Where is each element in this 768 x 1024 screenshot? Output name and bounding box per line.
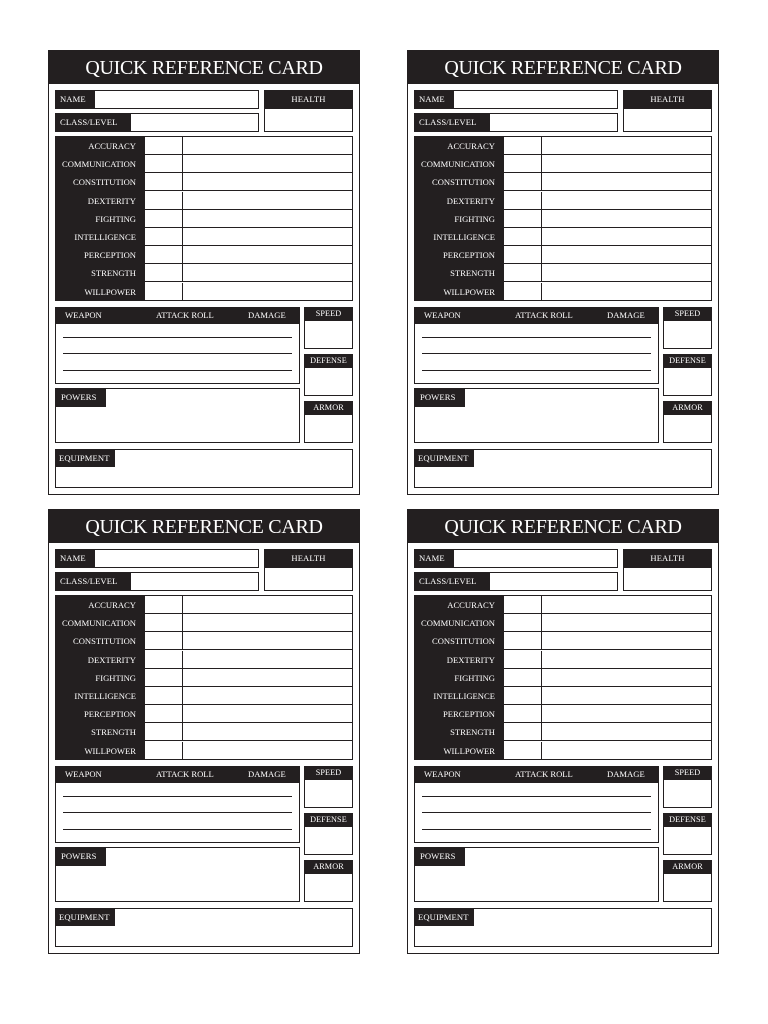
weapons-table [55, 307, 300, 384]
ability-focus-field[interactable] [542, 137, 711, 155]
equipment-label: EQUIPMENT [55, 449, 115, 467]
ability-name: PERCEPTION [83, 709, 136, 720]
ability-name: FIGHTING [95, 213, 136, 224]
ability-name: FIGHTING [95, 672, 136, 683]
ability-row [415, 246, 711, 264]
ability-name: ACCURACY [88, 141, 136, 151]
attack-roll-column-label: ATTACK ROLL [515, 310, 573, 320]
ability-score-field[interactable] [504, 283, 542, 301]
abilities-table [55, 595, 353, 760]
abilities-table [414, 136, 712, 301]
ability-score-field[interactable] [145, 283, 183, 301]
ability-name: FIGHTING [454, 672, 495, 683]
quick-reference-card [48, 50, 360, 495]
ability-score-field[interactable] [504, 264, 542, 282]
ability-row [415, 596, 711, 614]
ability-focus-field[interactable] [542, 705, 711, 723]
ability-focus-field[interactable] [542, 246, 711, 264]
quick-reference-card [407, 50, 719, 495]
ability-row [415, 192, 711, 210]
ability-name: WILLPOWER [84, 745, 136, 756]
ability-row [56, 614, 352, 632]
ability-name: CONSTITUTION [72, 177, 136, 188]
ability-score-field[interactable] [145, 228, 183, 246]
ability-focus-field[interactable] [542, 155, 711, 173]
ability-score-field[interactable] [145, 669, 183, 687]
ability-score-field[interactable] [145, 173, 183, 191]
ability-name: WILLPOWER [84, 286, 136, 297]
ability-focus-field[interactable] [542, 742, 711, 760]
armor-label: ARMOR [663, 860, 712, 874]
ability-name: PERCEPTION [442, 709, 495, 720]
ability-focus-field[interactable] [183, 173, 352, 191]
weapon-entry-line[interactable] [63, 796, 292, 797]
ability-focus-field[interactable] [542, 723, 711, 741]
ability-focus-field[interactable] [542, 669, 711, 687]
ability-score-field[interactable] [145, 632, 183, 650]
ability-name: COMMUNICATION [420, 159, 495, 170]
ability-focus-field[interactable] [542, 632, 711, 650]
ability-focus-field[interactable] [542, 228, 711, 246]
ability-name: INTELLIGENCE [74, 232, 136, 242]
ability-score-field[interactable] [504, 669, 542, 687]
ability-score-field[interactable] [145, 264, 183, 282]
ability-name: STRENGTH [450, 727, 495, 738]
ability-score-field[interactable] [504, 705, 542, 723]
ability-score-field[interactable] [504, 210, 542, 228]
ability-name: WILLPOWER [443, 286, 495, 297]
ability-focus-field[interactable] [542, 210, 711, 228]
ability-name: INTELLIGENCE [433, 232, 495, 242]
ability-row [415, 137, 711, 155]
ability-row [56, 705, 352, 723]
equipment-label: EQUIPMENT [414, 908, 474, 926]
ability-focus-field[interactable] [183, 687, 352, 705]
attack-roll-column-label: ATTACK ROLL [156, 769, 214, 779]
speed-label: SPEED [663, 766, 712, 780]
ability-name: FIGHTING [454, 213, 495, 224]
ability-focus-field[interactable] [542, 596, 711, 614]
ability-row [56, 210, 352, 228]
damage-column-label: DAMAGE [607, 769, 645, 779]
ability-row [415, 283, 711, 301]
ability-row [415, 723, 711, 741]
ability-score-field[interactable] [504, 632, 542, 650]
ability-name: STRENGTH [91, 268, 136, 279]
ability-score-field[interactable] [145, 137, 183, 155]
ability-score-field[interactable] [504, 155, 542, 173]
defense-label: DEFENSE [304, 354, 353, 368]
powers-label: POWERS [55, 847, 106, 866]
ability-row [415, 155, 711, 173]
ability-score-field[interactable] [504, 246, 542, 264]
ability-name: COMMUNICATION [61, 159, 136, 170]
ability-name: COMMUNICATION [61, 618, 136, 629]
ability-row [415, 614, 711, 632]
ability-score-field[interactable] [504, 596, 542, 614]
ability-focus-field[interactable] [183, 596, 352, 614]
ability-focus-field[interactable] [183, 246, 352, 264]
ability-focus-field[interactable] [542, 283, 711, 301]
ability-focus-field[interactable] [183, 155, 352, 173]
health-label: HEALTH [623, 549, 712, 568]
ability-focus-field[interactable] [183, 742, 352, 760]
ability-focus-field[interactable] [183, 283, 352, 301]
ability-name: PERCEPTION [442, 250, 495, 261]
ability-row [56, 228, 352, 246]
class-level-label: CLASS/LEVEL [55, 572, 131, 591]
ability-score-field[interactable] [145, 210, 183, 228]
ability-row [56, 137, 352, 155]
name-label: NAME [414, 549, 454, 568]
attack-roll-column-label: ATTACK ROLL [156, 310, 214, 320]
powers-label: POWERS [414, 388, 465, 407]
weapons-table [414, 307, 659, 384]
ability-score-field[interactable] [145, 705, 183, 723]
ability-name: INTELLIGENCE [433, 691, 495, 701]
armor-label: ARMOR [663, 401, 712, 415]
ability-row [56, 173, 352, 191]
ability-score-field[interactable] [504, 173, 542, 191]
ability-score-field[interactable] [145, 651, 183, 669]
defense-label: DEFENSE [663, 813, 712, 827]
ability-name: ACCURACY [447, 600, 495, 610]
ability-name: DEXTERITY [446, 195, 495, 206]
ability-score-field[interactable] [145, 192, 183, 210]
quick-reference-card [48, 509, 360, 954]
name-label: NAME [55, 549, 95, 568]
speed-label: SPEED [304, 766, 353, 780]
class-level-label: CLASS/LEVEL [55, 113, 131, 132]
ability-row [56, 742, 352, 760]
weapon-entry-line[interactable] [422, 353, 651, 354]
equipment-label: EQUIPMENT [414, 449, 474, 467]
ability-name: CONSTITUTION [431, 636, 495, 647]
weapon-column-label: WEAPON [65, 310, 102, 320]
weapon-entry-line[interactable] [63, 353, 292, 354]
weapon-entry-line[interactable] [422, 812, 651, 813]
ability-name: CONSTITUTION [72, 636, 136, 647]
weapon-entry-line[interactable] [422, 796, 651, 797]
ability-focus-field[interactable] [183, 210, 352, 228]
damage-column-label: DAMAGE [248, 310, 286, 320]
ability-focus-field[interactable] [183, 192, 352, 210]
card-title: QUICK REFERENCE CARD [49, 510, 359, 543]
ability-row [56, 669, 352, 687]
ability-score-field[interactable] [145, 742, 183, 760]
ability-row [415, 651, 711, 669]
ability-name: ACCURACY [447, 141, 495, 151]
weapons-header [56, 308, 299, 324]
ability-focus-field[interactable] [542, 651, 711, 669]
ability-row [415, 632, 711, 650]
ability-focus-field[interactable] [183, 632, 352, 650]
ability-score-field[interactable] [145, 687, 183, 705]
ability-row [56, 283, 352, 301]
ability-score-field[interactable] [504, 228, 542, 246]
ability-row [56, 246, 352, 264]
ability-row [56, 651, 352, 669]
ability-row [415, 742, 711, 760]
weapon-column-label: WEAPON [65, 769, 102, 779]
ability-name: WILLPOWER [443, 745, 495, 756]
powers-label: POWERS [55, 388, 106, 407]
weapons-header [415, 308, 658, 324]
ability-score-field[interactable] [504, 614, 542, 632]
ability-score-field[interactable] [504, 651, 542, 669]
ability-row [56, 723, 352, 741]
health-label: HEALTH [264, 549, 353, 568]
ability-row [415, 210, 711, 228]
weapon-entry-line[interactable] [63, 337, 292, 338]
abilities-table [414, 595, 712, 760]
ability-name: CONSTITUTION [431, 177, 495, 188]
equipment-label: EQUIPMENT [55, 908, 115, 926]
ability-row [56, 264, 352, 282]
health-label: HEALTH [623, 90, 712, 109]
ability-row [56, 192, 352, 210]
class-level-label: CLASS/LEVEL [414, 572, 490, 591]
ability-score-field[interactable] [145, 723, 183, 741]
weapon-entry-line[interactable] [63, 812, 292, 813]
card-title: QUICK REFERENCE CARD [49, 51, 359, 84]
ability-name: INTELLIGENCE [74, 691, 136, 701]
ability-score-field[interactable] [145, 596, 183, 614]
defense-label: DEFENSE [304, 813, 353, 827]
card-title: QUICK REFERENCE CARD [408, 51, 718, 84]
ability-name: COMMUNICATION [420, 618, 495, 629]
ability-focus-field[interactable] [542, 687, 711, 705]
ability-name: ACCURACY [88, 600, 136, 610]
ability-focus-field[interactable] [542, 192, 711, 210]
ability-name: DEXTERITY [446, 654, 495, 665]
damage-column-label: DAMAGE [607, 310, 645, 320]
ability-score-field[interactable] [504, 742, 542, 760]
powers-label: POWERS [414, 847, 465, 866]
ability-focus-field[interactable] [542, 264, 711, 282]
weapon-entry-line[interactable] [422, 337, 651, 338]
ability-score-field[interactable] [504, 137, 542, 155]
ability-row [415, 264, 711, 282]
weapon-entry-line[interactable] [63, 370, 292, 371]
ability-score-field[interactable] [145, 155, 183, 173]
weapon-entry-line[interactable] [422, 370, 651, 371]
speed-label: SPEED [663, 307, 712, 321]
weapons-header [56, 767, 299, 783]
weapons-table [55, 766, 300, 843]
speed-label: SPEED [304, 307, 353, 321]
health-label: HEALTH [264, 90, 353, 109]
weapon-entry-line[interactable] [422, 829, 651, 830]
ability-row [56, 632, 352, 650]
ability-focus-field[interactable] [183, 651, 352, 669]
ability-name: DEXTERITY [87, 195, 136, 206]
weapon-column-label: WEAPON [424, 769, 461, 779]
ability-focus-field[interactable] [183, 614, 352, 632]
abilities-table [55, 136, 353, 301]
weapon-column-label: WEAPON [424, 310, 461, 320]
ability-row [415, 687, 711, 705]
ability-focus-field[interactable] [183, 264, 352, 282]
ability-row [415, 228, 711, 246]
ability-row [56, 596, 352, 614]
ability-name: STRENGTH [450, 268, 495, 279]
ability-focus-field[interactable] [183, 705, 352, 723]
card-title: QUICK REFERENCE CARD [408, 510, 718, 543]
defense-label: DEFENSE [663, 354, 712, 368]
weapon-entry-line[interactable] [63, 829, 292, 830]
ability-name: STRENGTH [91, 727, 136, 738]
ability-focus-field[interactable] [183, 228, 352, 246]
ability-score-field[interactable] [504, 192, 542, 210]
name-label: NAME [414, 90, 454, 109]
ability-name: PERCEPTION [83, 250, 136, 261]
ability-row [415, 705, 711, 723]
ability-row [415, 669, 711, 687]
name-label: NAME [55, 90, 95, 109]
ability-row [415, 173, 711, 191]
ability-score-field[interactable] [145, 246, 183, 264]
ability-focus-field[interactable] [183, 723, 352, 741]
ability-focus-field[interactable] [183, 669, 352, 687]
quick-reference-card [407, 509, 719, 954]
armor-label: ARMOR [304, 401, 353, 415]
ability-name: DEXTERITY [87, 654, 136, 665]
class-level-label: CLASS/LEVEL [414, 113, 490, 132]
ability-focus-field[interactable] [542, 614, 711, 632]
ability-row [56, 687, 352, 705]
armor-label: ARMOR [304, 860, 353, 874]
ability-score-field[interactable] [504, 723, 542, 741]
attack-roll-column-label: ATTACK ROLL [515, 769, 573, 779]
damage-column-label: DAMAGE [248, 769, 286, 779]
ability-focus-field[interactable] [183, 137, 352, 155]
weapons-header [415, 767, 658, 783]
ability-score-field[interactable] [145, 614, 183, 632]
ability-score-field[interactable] [504, 687, 542, 705]
weapons-table [414, 766, 659, 843]
ability-row [56, 155, 352, 173]
ability-focus-field[interactable] [542, 173, 711, 191]
